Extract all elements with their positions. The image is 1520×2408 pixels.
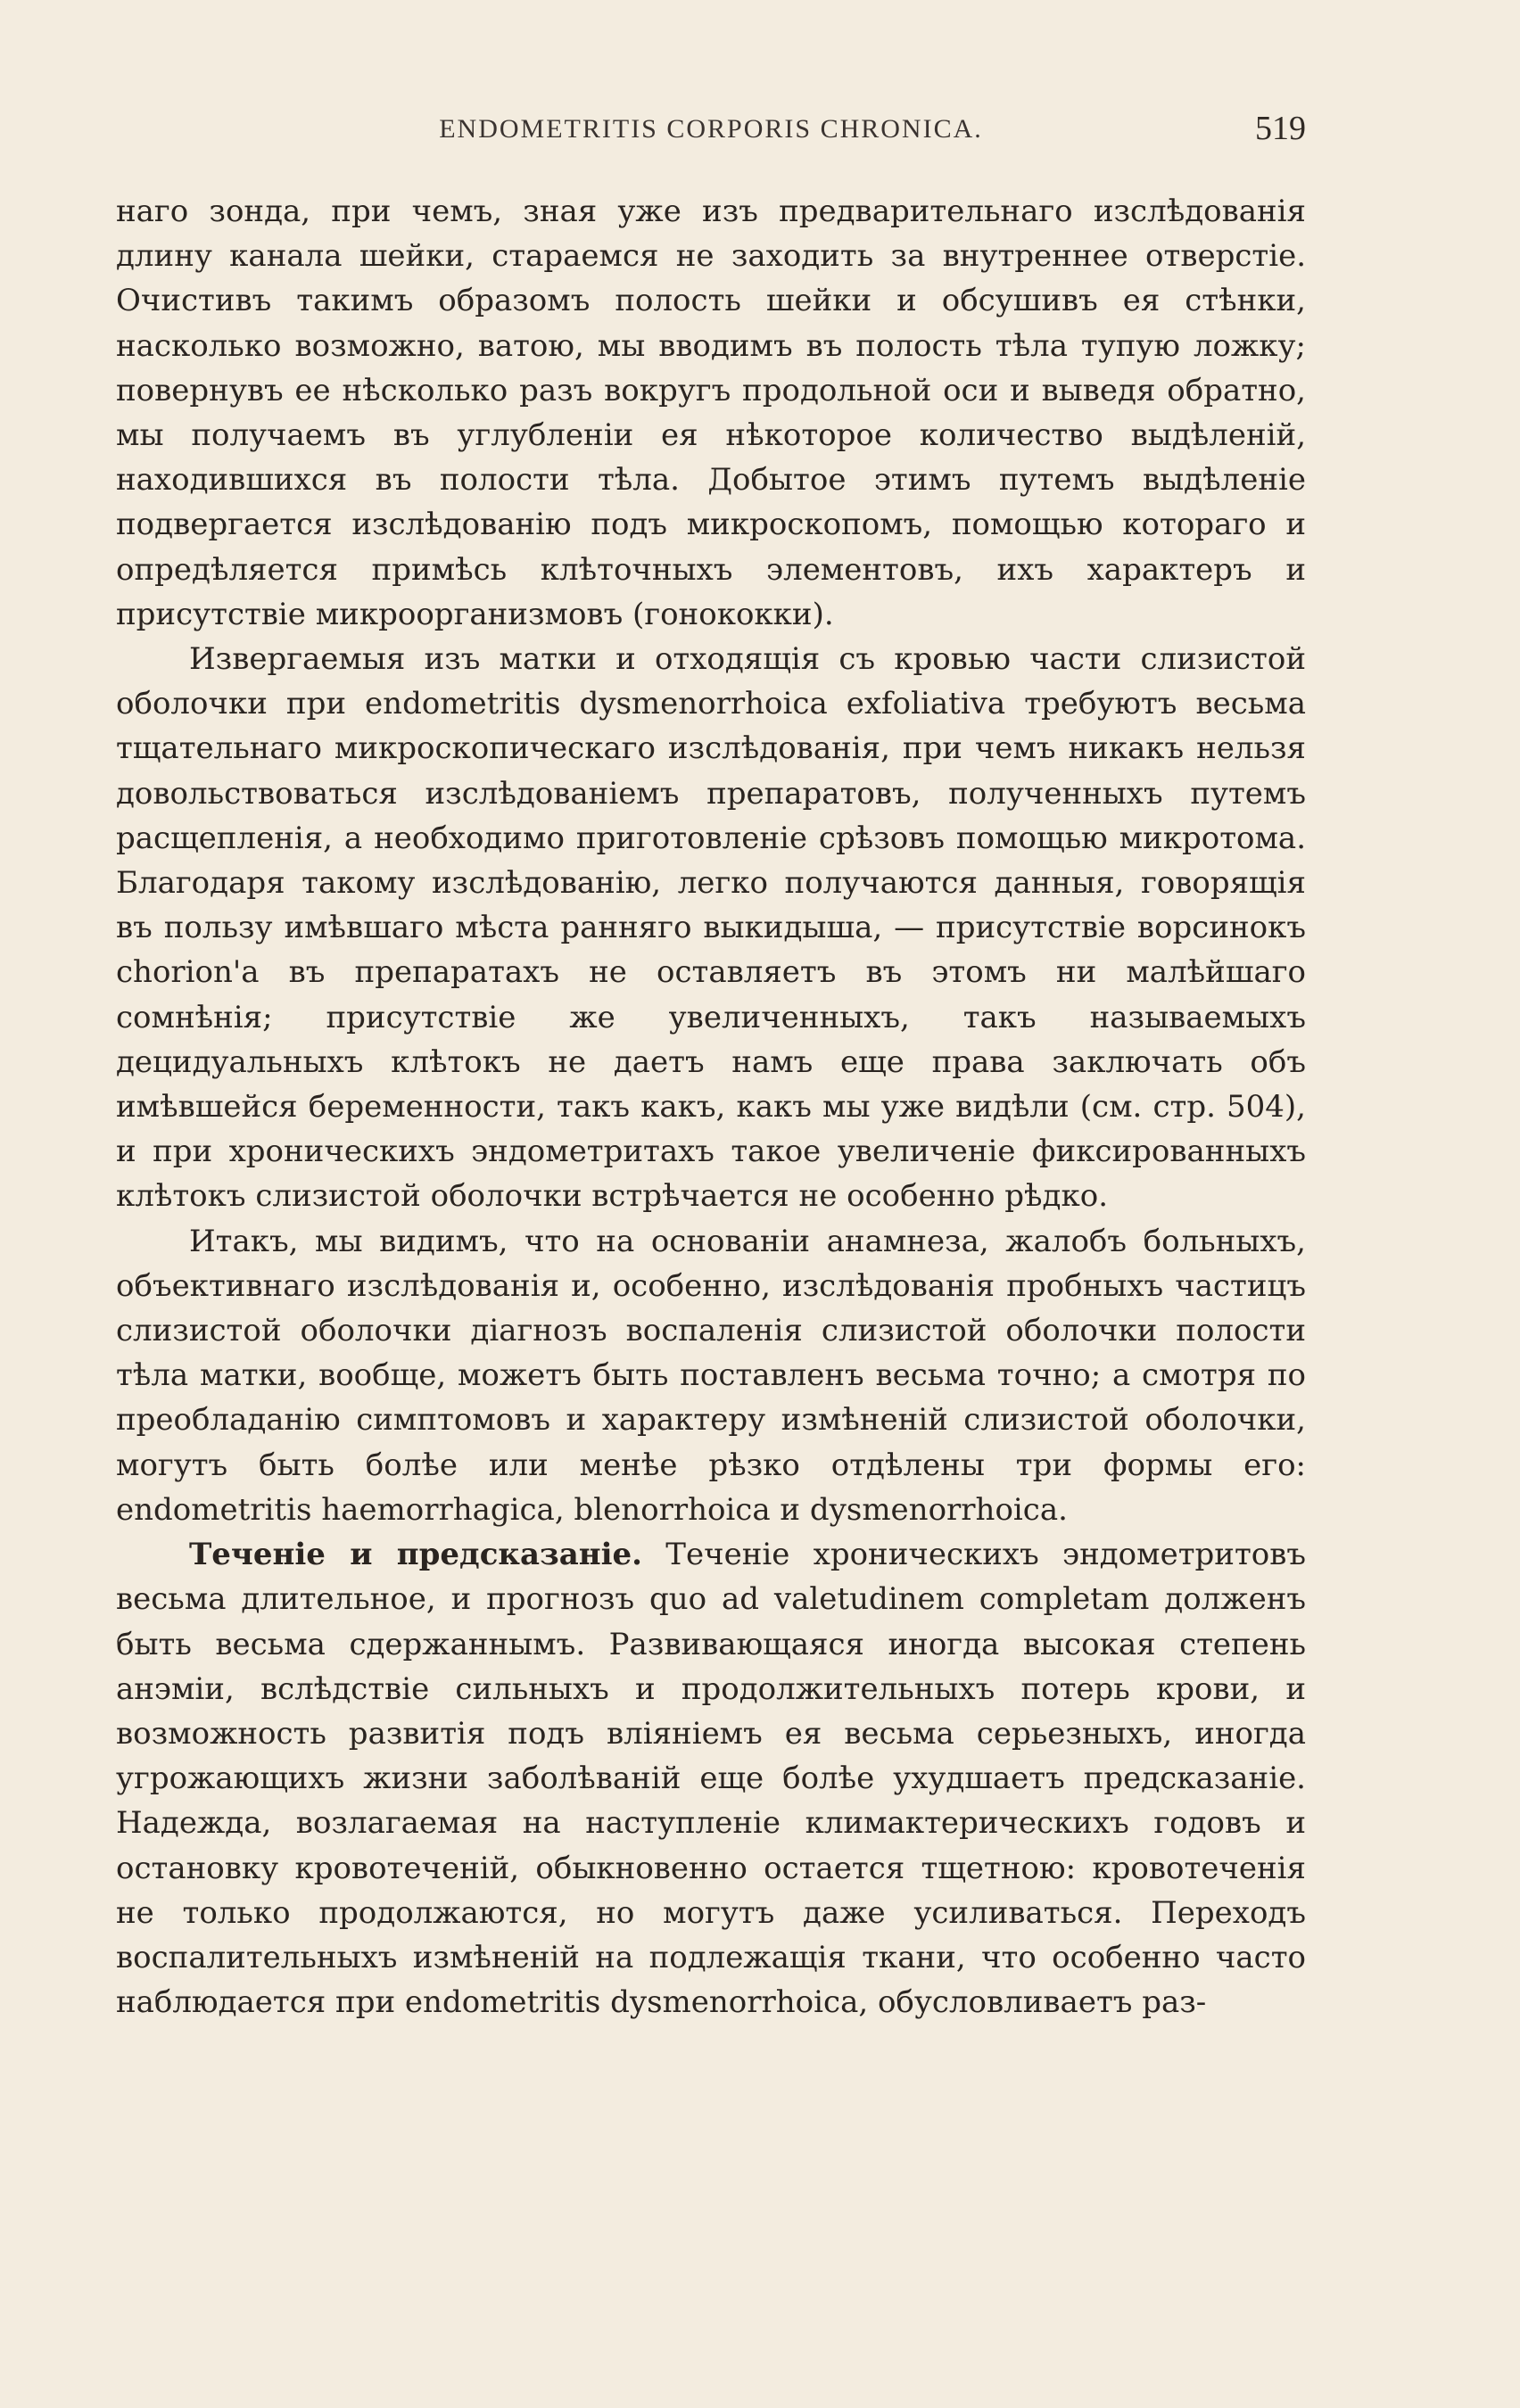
body-text (116, 189, 1306, 2025)
paragraph-continued: наго зонда, при чемъ, зная уже изъ предварительнаго изслѣдованія длину канала шейки, стараемся не заходить за внутреннее отверстіе. Очистивъ такимъ образомъ полость шейки и обсушивъ ея стѣнки, насколько возможно, ватою, мы вводимъ въ полость тѣла тупую ложку; повернувъ ее нѣсколько разъ вокругъ продольной оси и выведя обратно, мы получаемъ въ углубленіи ея нѣкоторое количество выдѣленій, находившихся въ полости тѣла. Добытое этимъ путемъ выдѣленіе подвергается изслѣдованію подъ микроскопомъ, помощью котораго и опредѣляется примѣсь клѣточныхъ элементовъ, ихъ характеръ и присутствіе микроорганизмовъ (гонококки). (116, 194, 1306, 632)
page-number: 519 (1255, 110, 1306, 147)
page-header (116, 110, 1306, 164)
paragraph-examination: Извергаемыя изъ матки и отходящія съ кровью части слизистой оболочки при endometritis dysmenorrhoica exfoliativa требуютъ весьма тщательнаго микроскопическаго изслѣдованія, при чемъ никакъ нельзя довольствоваться изслѣдованіемъ препаратовъ, полученныхъ путемъ расщепленія, а необходимо приготовленіе срѣзовъ помощью микротома. Благодаря такому изслѣдованію, легко получаются данныя, говорящія въ пользу имѣвшаго мѣста ранняго выкидыша, — присутствіе ворсинокъ chorion'а въ препаратахъ не оставляетъ въ этомъ ни малѣйшаго сомнѣнія; присутствіе же увеличенныхъ, такъ называемыхъ децидуальныхъ клѣтокъ не даетъ намъ еще права заключать объ имѣвшейся беременности, такъ какъ, какъ мы уже видѣли (см. стр. 504), и при хроническихъ эндометритахъ такое увеличеніе фиксированныхъ клѣтокъ слизистой оболочки встрѣчается не особенно рѣдко. (116, 641, 1306, 1215)
section-heading-prognosis: Теченіе и предсказаніе. (189, 1537, 642, 1573)
paragraph-prognosis (116, 1532, 1306, 2025)
paragraph-prognosis-text: Теченіе хроническихъ эндометритовъ весьма длительное, и прогнозъ quo ad valetudinem completam долженъ быть весьма сдержаннымъ. Развивающаяся иногда высокая степень анэміи, вслѣдствіе сильныхъ и продолжительныхъ потерь крови, и возможность развитія подъ вліяніемъ ея весьма серьезныхъ, иногда угрожающихъ жизни заболѣваній еще болѣе ухудшаетъ предсказаніе. Надежда, возлагаемая на наступленіе климактерическихъ годовъ и остановку кровотеченій, обыкновенно остается тщетною: кровотеченія не только продолжаются, но могутъ даже усиливаться. Переходъ воспалительныхъ измѣненій на подлежащія ткани, что особенно часто наблюдается при endometritis dysmenorrhoica, обусловливаетъ раз- (116, 1537, 1307, 2021)
running-head: ENDOMETRITIS CORPORIS CHRONICA. (439, 114, 983, 144)
paragraph-diagnosis: Итакъ, мы видимъ, что на основаніи анамнеза, жалобъ больныхъ, объективнаго изслѣдованія и, особенно, изслѣдованія пробныхъ частицъ слизистой оболочки діагнозъ воспаленія слизистой оболочки полости тѣла матки, вообще, можетъ быть поставленъ весьма точно; а смотря по преобладанію симптомовъ и характеру измѣненій слизистой оболочки, могутъ быть болѣе или менѣе рѣзко отдѣлены три формы его: endometritis haemorrhagica, blenorrhoica и dysmenorrhoica. (116, 1223, 1306, 1528)
